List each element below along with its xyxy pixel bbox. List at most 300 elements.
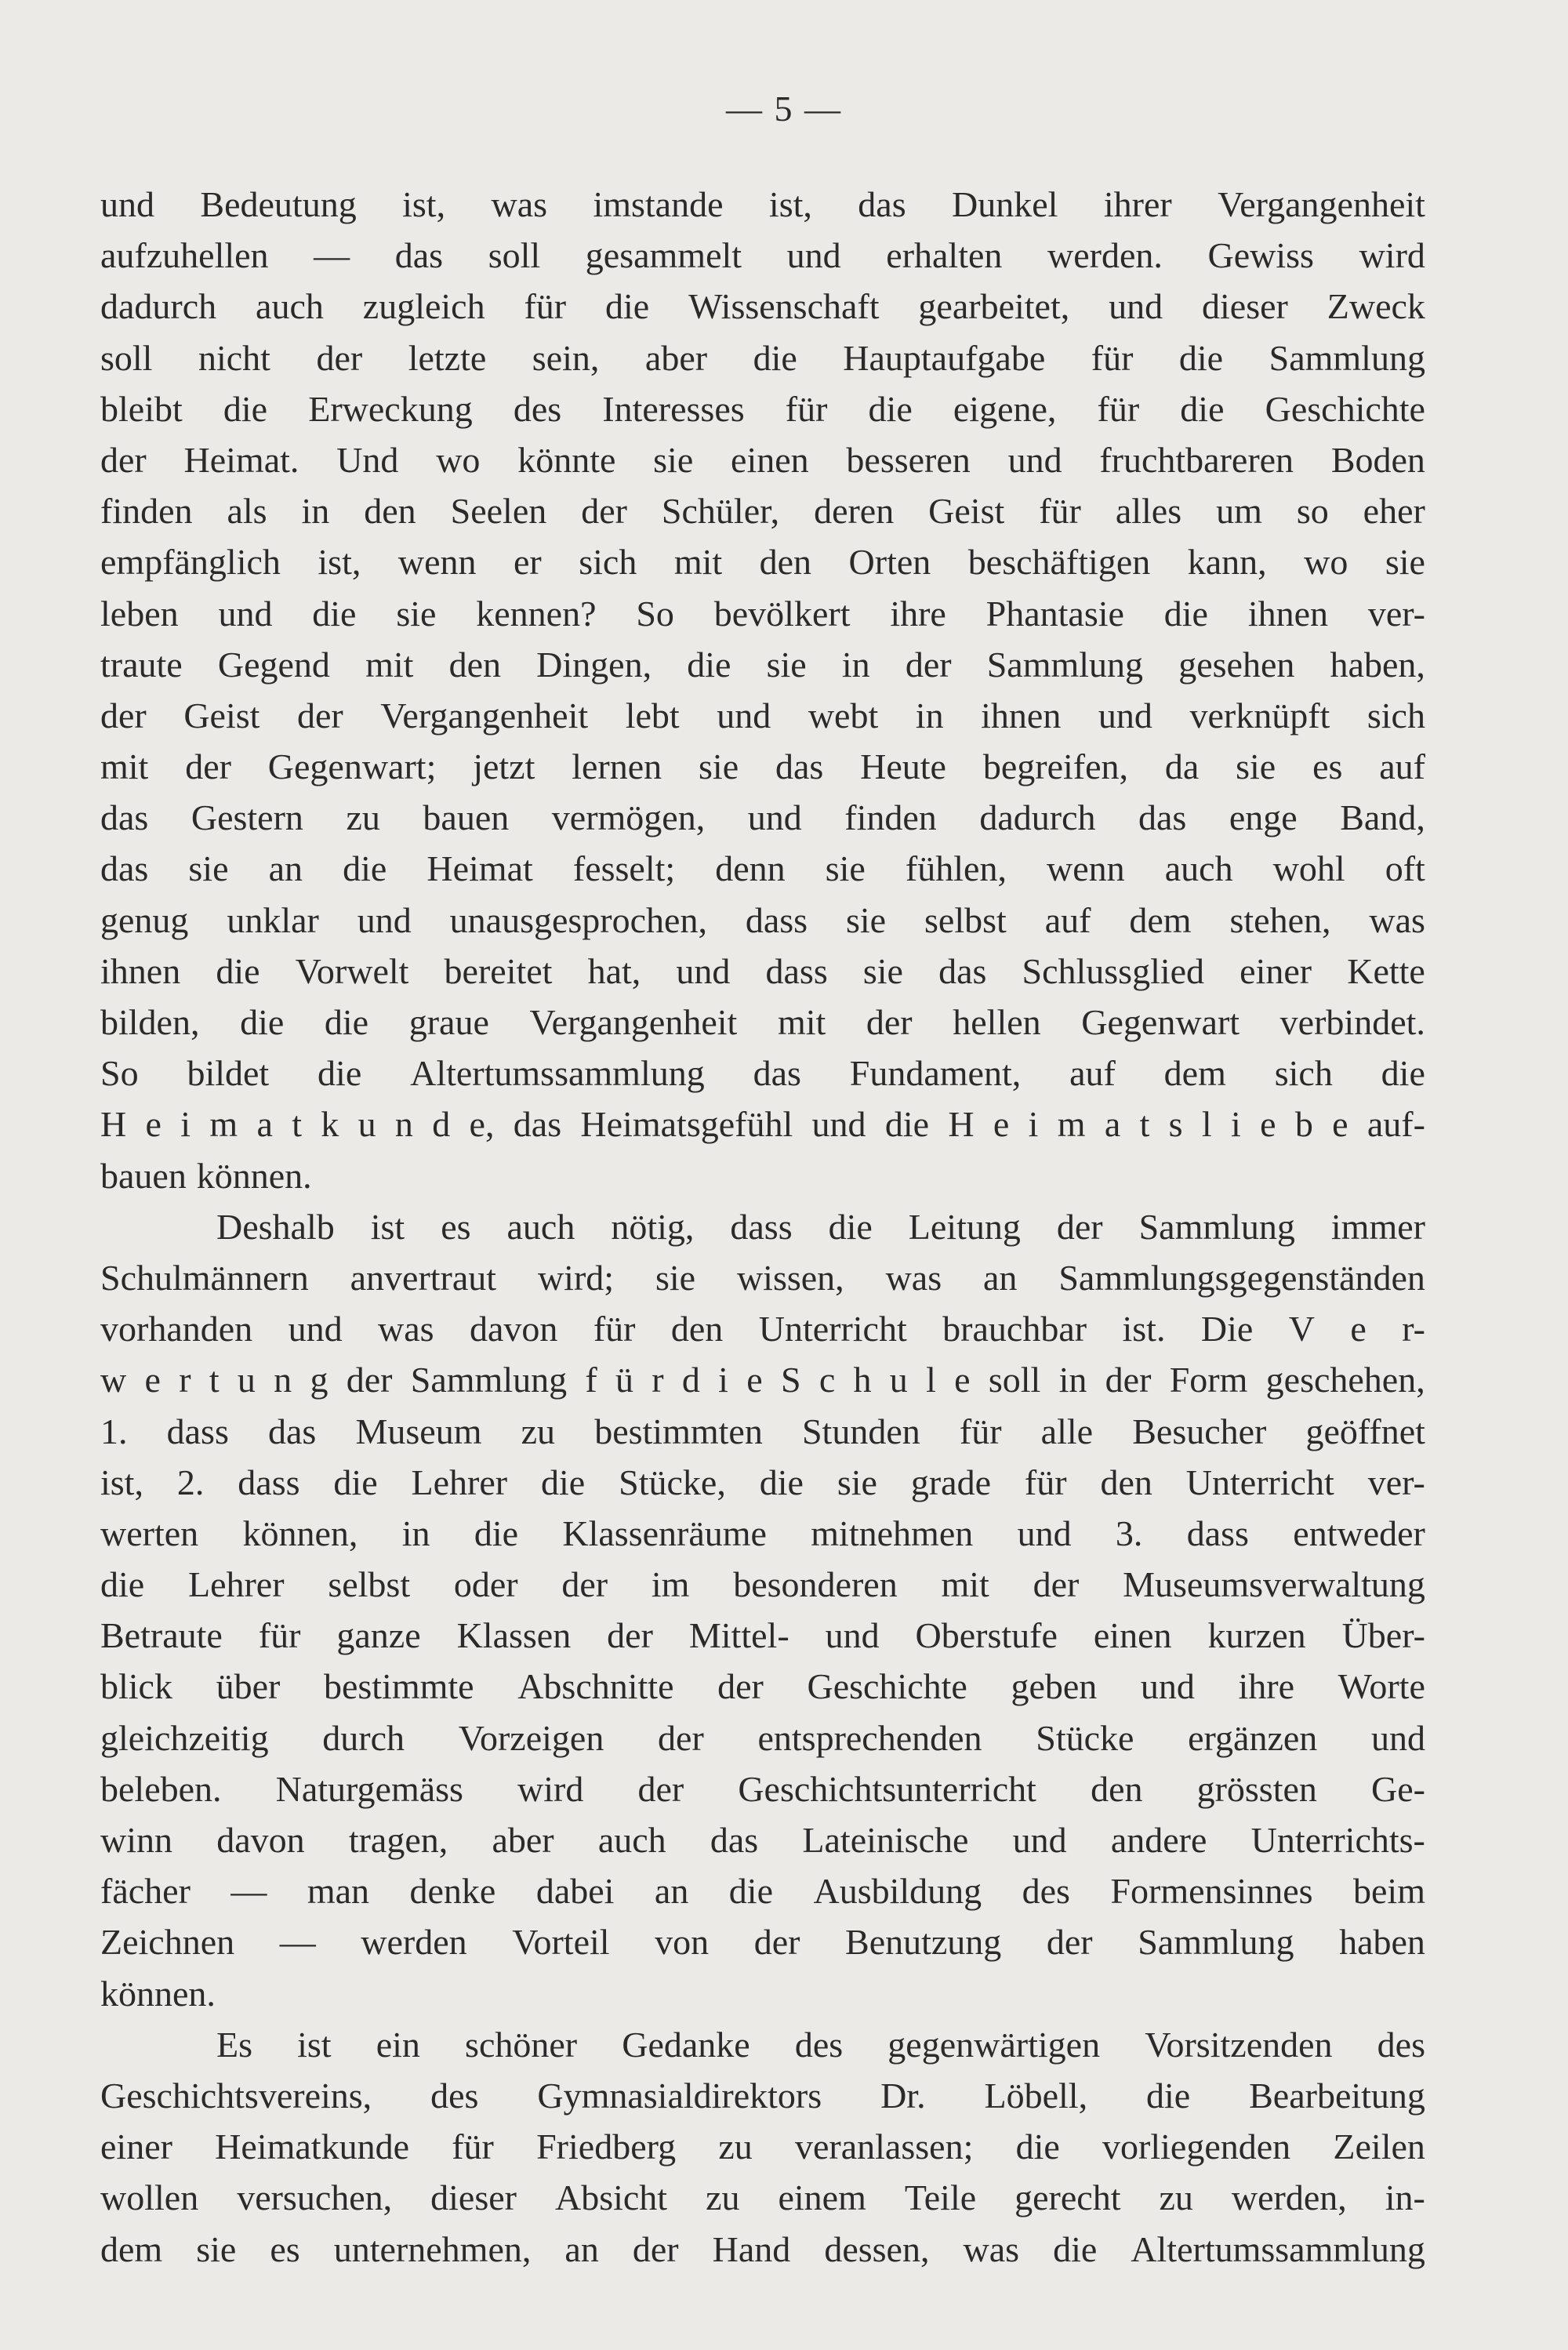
word: auf- (1367, 1104, 1425, 1145)
word: das (753, 1053, 801, 1094)
word: wird; (537, 1257, 615, 1298)
word: Sammlung (986, 644, 1144, 685)
word: oder (453, 1564, 518, 1605)
word: jetzt (473, 746, 535, 787)
word: einen (731, 439, 809, 480)
word: und (825, 1615, 880, 1656)
word: werden (361, 1922, 467, 1963)
text-line (100, 332, 1425, 383)
word: das (710, 1820, 759, 1860)
word: werden. (1047, 235, 1163, 276)
word: unklar (227, 899, 319, 940)
text-line (100, 1610, 1425, 1661)
word: V (1288, 1309, 1315, 1349)
word: e (144, 1360, 161, 1400)
word: enge (1229, 797, 1298, 838)
word: ihre (1238, 1666, 1295, 1707)
word: d (681, 1360, 700, 1400)
text-line (100, 434, 1425, 485)
word: gerecht (1014, 2177, 1121, 2218)
text-line (100, 1916, 1425, 1967)
word: Vorwelt (295, 950, 409, 991)
word: für (593, 1309, 636, 1349)
word: bestimmte (323, 1666, 474, 1707)
word: Hauptaufgabe (843, 337, 1046, 378)
word: Dr. (880, 2075, 926, 2116)
word: f (585, 1360, 597, 1400)
word: u (237, 1360, 256, 1400)
word: So (636, 593, 674, 634)
word: t (1139, 1104, 1150, 1145)
word: entsprechenden (757, 1717, 982, 1758)
word: zugleich (362, 286, 485, 327)
word: Fundament, (849, 1053, 1022, 1094)
word: er (513, 542, 542, 583)
word: selbst (924, 899, 1007, 940)
word: auf (1069, 1053, 1116, 1094)
word: besonderen (733, 1564, 898, 1605)
word: — (230, 1871, 267, 1912)
word: lernen (572, 746, 662, 787)
word: u (889, 1360, 908, 1400)
word: der (316, 337, 363, 378)
word: gearbeitet, (918, 286, 1070, 327)
word: Ausbildung (813, 1871, 982, 1912)
text-line (100, 1150, 1425, 1201)
word: Sammlungsgegenständen (1058, 1257, 1425, 1298)
word: soll (488, 235, 541, 276)
word: dabei (535, 1871, 615, 1912)
word: fruchtbareren (1099, 439, 1294, 480)
word: den (759, 542, 812, 583)
text-line (100, 792, 1425, 843)
word: bauen (100, 1155, 187, 1196)
text-line (100, 2070, 1425, 2121)
word: ist, (768, 184, 812, 224)
text-line (100, 383, 1425, 434)
word: für (1024, 1462, 1067, 1502)
word: vermögen, (551, 797, 706, 838)
word: Form (1169, 1360, 1248, 1400)
word: besseren (846, 439, 971, 480)
text-line (100, 1508, 1425, 1559)
word: und (717, 695, 771, 736)
word: versuchen, (237, 2177, 393, 2218)
word: gesammelt (585, 235, 742, 276)
word: Heimatkunde (215, 2127, 409, 2167)
word: oft (1385, 848, 1425, 889)
word: Heimat. (183, 439, 299, 480)
page-number: — 5 — (726, 89, 842, 129)
word: gegenwärtigen (887, 2024, 1101, 2065)
text-line (100, 1763, 1425, 1814)
word: n (274, 1360, 292, 1400)
word: wird (1359, 235, 1425, 276)
word: für (258, 1615, 301, 1656)
word: Schüler, (661, 491, 780, 532)
word: mit (365, 644, 414, 685)
word: stehen, (1229, 899, 1331, 940)
word: aufzuhellen (100, 235, 269, 276)
word: einer (1240, 950, 1312, 991)
word: Lateinische (802, 1820, 969, 1860)
word: dadurch (979, 797, 1096, 838)
word: ver- (1367, 593, 1425, 634)
word: e (145, 1104, 162, 1145)
word: das (268, 1411, 317, 1451)
word: und (1017, 1513, 1072, 1553)
text-line (100, 1457, 1425, 1508)
word: Oberstufe (915, 1615, 1058, 1656)
word: h (853, 1360, 872, 1400)
word: S (780, 1360, 801, 1400)
word: Altertumssammlung (1131, 2228, 1425, 2269)
word: auch (1164, 848, 1233, 889)
word: Museumsverwaltung (1123, 1564, 1425, 1605)
word: beschäftigen (967, 542, 1151, 583)
word: dem (100, 2228, 163, 2269)
word: brauchbar (942, 1309, 1087, 1349)
word: Phantasie (985, 593, 1124, 634)
word: davon (216, 1820, 305, 1860)
text-line (100, 1354, 1425, 1405)
word: geben (1011, 1666, 1098, 1707)
word: Unterricht (758, 1309, 907, 1349)
word: sie (846, 899, 887, 940)
word: deren (814, 491, 895, 532)
word: mit (100, 746, 149, 787)
word: Leitung (908, 1206, 1021, 1247)
word: Und (336, 439, 399, 480)
word: in- (1385, 2177, 1425, 2218)
word: den (1091, 1768, 1143, 1809)
word: finden (844, 797, 937, 838)
word: dadurch (100, 286, 217, 327)
word: sie (1236, 746, 1276, 787)
word: nötig, (611, 1206, 695, 1247)
word: e (954, 1360, 971, 1400)
word: So (100, 1053, 139, 1094)
word: in (841, 644, 870, 685)
word: Gegend (217, 644, 330, 685)
word: Gestern (191, 797, 303, 838)
word: das (775, 746, 824, 787)
word: sein, (532, 337, 600, 378)
word: die (343, 848, 387, 889)
text-line (100, 588, 1425, 639)
word: H (948, 1104, 975, 1145)
word: i (180, 1104, 191, 1145)
word: Klassen (456, 1615, 572, 1656)
word: der (717, 1666, 764, 1707)
word: die (312, 593, 357, 634)
word: das (100, 797, 149, 838)
word: Die (1200, 1309, 1254, 1349)
word: ist, (318, 542, 361, 583)
word: die (223, 388, 268, 429)
text-line (100, 1559, 1425, 1610)
word: der (561, 1564, 608, 1605)
word: da (1164, 746, 1200, 787)
word: der (866, 1002, 913, 1042)
word: auch (506, 1206, 575, 1247)
word: denke (409, 1871, 496, 1912)
word: können, (242, 1513, 358, 1553)
text-line (100, 1968, 1425, 2019)
word: Vergangenheit (529, 1002, 738, 1042)
word: die (687, 644, 731, 685)
word: i (1028, 1104, 1039, 1145)
word: davon (469, 1309, 558, 1349)
word: der (637, 1768, 684, 1809)
word: Unterricht (1185, 1462, 1334, 1502)
word: der (581, 491, 627, 532)
word: des (794, 2024, 844, 2065)
text-line (100, 1865, 1425, 1916)
word: den (670, 1309, 724, 1349)
word: beim (1353, 1871, 1425, 1912)
word: gesehen (1178, 644, 1295, 685)
word: Boden (1330, 439, 1425, 480)
word: wohl (1272, 848, 1345, 889)
word: a (256, 1104, 273, 1145)
word: zu (1159, 2177, 1193, 2218)
word: einen (1093, 1615, 1172, 1656)
word: l (926, 1360, 936, 1400)
word: e (746, 1360, 763, 1400)
text-line (100, 895, 1425, 946)
word: denn (715, 848, 786, 889)
word: auch (597, 1820, 666, 1860)
word: sie (825, 848, 866, 889)
word: sie (653, 439, 694, 480)
word: es (441, 1206, 471, 1247)
word: und (1007, 439, 1062, 480)
word: Stunden (801, 1411, 920, 1451)
word: geschehen, (1265, 1360, 1425, 1400)
word: Band, (1340, 797, 1425, 838)
word: Bedeutung (200, 184, 357, 224)
word: Gewiss (1207, 235, 1314, 276)
word: — (314, 235, 350, 276)
word: Museum (355, 1411, 482, 1451)
word: über (216, 1666, 281, 1707)
word: grade (910, 1462, 992, 1502)
word: die (318, 1053, 362, 1094)
word: Heimatsgefühl (580, 1104, 793, 1145)
word: bleibt (100, 388, 183, 429)
word: den (1100, 1462, 1152, 1502)
word: der (1046, 1922, 1093, 1963)
word: geöffnet (1305, 1411, 1425, 1451)
word: für (1097, 388, 1140, 429)
word: verbindet. (1279, 1002, 1425, 1042)
word: des (430, 2075, 479, 2116)
word: werden, (1231, 2177, 1347, 2218)
word: nicht (198, 337, 270, 378)
word: können. (196, 1155, 312, 1196)
word: Geschichte (1265, 388, 1425, 429)
word: die (324, 1002, 369, 1042)
word: Bearbeitung (1249, 2075, 1425, 2116)
word: was (885, 1257, 942, 1298)
text-line (100, 1252, 1425, 1303)
word: Lehrer (411, 1462, 508, 1502)
text-line (100, 536, 1425, 587)
word: ist, (402, 184, 446, 224)
word: als (227, 491, 267, 532)
word: so (1296, 491, 1329, 532)
word: letzte (408, 337, 487, 378)
word: Lehrer (187, 1564, 285, 1605)
word: der (607, 1615, 653, 1656)
word: veranlassen; (795, 2127, 974, 2167)
word: 1. (100, 1411, 128, 1451)
word: verknüpft (1189, 695, 1330, 736)
word: immer (1330, 1206, 1425, 1247)
word: der (346, 1360, 393, 1400)
word: t (292, 1104, 302, 1145)
word: aber (644, 337, 708, 378)
word: die (1015, 2127, 1060, 2167)
word: sie (862, 950, 903, 991)
text-line (100, 946, 1425, 997)
word: 3. (1115, 1513, 1143, 1553)
word: hellen (953, 1002, 1041, 1042)
text-line (100, 1303, 1425, 1354)
word: b (1294, 1104, 1313, 1145)
word: die (333, 1462, 378, 1502)
word: entweder (1293, 1513, 1425, 1553)
word: m (209, 1104, 238, 1145)
word: Orten (848, 542, 931, 583)
word: das (513, 1104, 562, 1145)
word: in (301, 491, 330, 532)
word: c (818, 1360, 836, 1400)
word: was (491, 184, 548, 224)
word: tragen, (348, 1820, 448, 1860)
word: sie (196, 2228, 237, 2269)
word: die (828, 1206, 873, 1247)
word: Löbell, (984, 2075, 1088, 2116)
word: die (216, 950, 260, 991)
word: dem (1163, 1053, 1226, 1094)
word: und (1140, 1666, 1195, 1707)
text-line (100, 843, 1425, 894)
word: Es (216, 2024, 252, 2065)
word: sich (1367, 695, 1425, 736)
word: w (100, 1360, 127, 1400)
word: finden (100, 491, 193, 532)
text-line (100, 281, 1425, 332)
word: imstande (593, 184, 724, 224)
text-line (100, 1814, 1425, 1865)
word: r- (1402, 1309, 1425, 1349)
word: — (279, 1922, 316, 1963)
word: dem (1129, 899, 1192, 940)
word: hat, (587, 950, 641, 991)
word: Geschichtsunterricht (738, 1768, 1036, 1809)
word: zu (706, 2177, 740, 2218)
word: s (1168, 1104, 1183, 1145)
word: wissen, (736, 1257, 844, 1298)
word: dass (745, 899, 808, 940)
word: Vergangenheit (1218, 184, 1425, 224)
word: die (1163, 593, 1208, 634)
word: die (1180, 388, 1225, 429)
word: eigene, (953, 388, 1057, 429)
word: die (1053, 2228, 1098, 2269)
word: Vorsitzenden (1145, 2024, 1333, 2065)
word: wo (436, 439, 481, 480)
word: Geschichte (807, 1666, 967, 1707)
word: an (268, 848, 303, 889)
word: das (938, 950, 987, 991)
word: wo (1304, 542, 1348, 583)
word: fesselt; (572, 848, 676, 889)
word: der (658, 1717, 704, 1758)
word: an (564, 2228, 599, 2269)
word: Vorteil (512, 1922, 610, 1963)
word: e, (469, 1104, 495, 1145)
word: dass (238, 1462, 300, 1502)
word: und (786, 235, 841, 276)
word: können. (100, 1973, 216, 2014)
word: haben, (1330, 644, 1425, 685)
word: Naturgemäss (275, 1768, 463, 1809)
word: Schlussglied (1022, 950, 1205, 991)
text-line (100, 230, 1425, 281)
word: die (605, 286, 650, 327)
word: unausgesprochen, (449, 899, 707, 940)
word: vorhanden (100, 1309, 253, 1349)
word: in (1058, 1360, 1087, 1400)
word: winn (100, 1820, 172, 1860)
word: sie (1385, 542, 1425, 583)
word: Stücke, (619, 1462, 726, 1502)
word: Gegenwart (1081, 1002, 1240, 1042)
word: und (1109, 286, 1163, 327)
word: selbst (328, 1564, 411, 1605)
word: beleben. (100, 1768, 222, 1809)
word: mit (777, 1002, 826, 1042)
word: die (100, 1564, 145, 1605)
word: vorliegenden (1102, 2127, 1291, 2167)
word: zu (718, 2127, 753, 2167)
word: und (100, 184, 154, 224)
word: empfänglich (100, 542, 281, 583)
word: Gymnasialdirektors (537, 2075, 822, 2116)
word: Friedberg (536, 2127, 677, 2167)
text-line (100, 1406, 1425, 1457)
word: Mittel- (688, 1615, 789, 1656)
word: das (394, 235, 444, 276)
word: Formensinnes (1110, 1871, 1313, 1912)
text-line (100, 1713, 1425, 1763)
word: Betraute (100, 1615, 223, 1656)
word: eher (1363, 491, 1425, 532)
word: sich (579, 542, 637, 583)
word: Vorzeigen (458, 1717, 604, 1758)
text-line (100, 997, 1425, 1048)
word: leben (100, 593, 179, 634)
word: Abschnitte (517, 1666, 674, 1707)
word: Besucher (1132, 1411, 1267, 1451)
word: i (1230, 1104, 1241, 1145)
word: fächer (100, 1871, 191, 1912)
word: Seelen (450, 491, 547, 532)
word: zu (346, 797, 380, 838)
